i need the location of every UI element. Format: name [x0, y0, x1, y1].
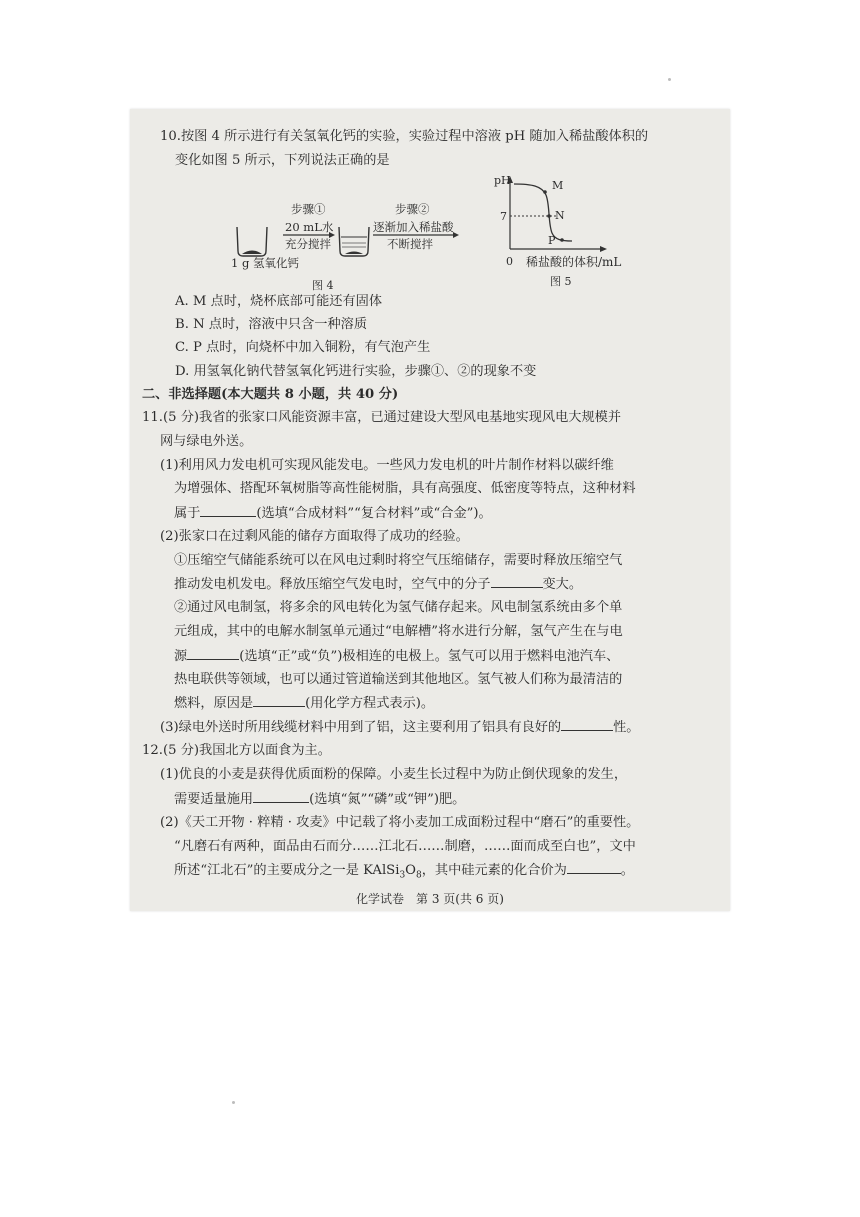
beaker-1: [237, 227, 267, 256]
step1-detail-water: 20 mL水: [285, 220, 334, 234]
figure-4-caption: 图 4: [312, 279, 334, 292]
q12-part2-line2: “凡磨石有两种，面品由石而分……江北石……制磨，……面而成至白也”，文中: [174, 839, 636, 854]
point-m-label: M: [552, 179, 564, 192]
step2-label: 步骤②: [395, 202, 430, 216]
q10-option-c: C. P 点时，向烧杯中加入铜粉，有气泡产生: [175, 340, 431, 355]
q11-part1-line1: (1)利用风力发电机可实现风能发电。一些风力发电机的叶片制作材料以碳纤维: [160, 458, 614, 473]
q11-part2b-line3: 源 (选填“正”或“负”)极相连的电极上。氢气可以用于燃料电池汽车、: [174, 649, 620, 664]
beaker-2: [339, 227, 369, 256]
page-footer: 化学试卷 第 3 页(共 6 页): [356, 892, 504, 906]
ph-x-axis-label: 稀盐酸的体积/mL: [526, 255, 622, 269]
q11-part3-line1: (3)绿电外送时所用线缆材料中用到了铝，这主要利用了铝具有良好的 性。: [160, 720, 640, 735]
exam-page: [130, 109, 730, 911]
q11-part1-line2: 为增强体、搭配环氧树脂等高性能树脂，具有高强度、低密度等特点，这种材料: [174, 481, 636, 496]
step2-detail-stir: 不断搅拌: [387, 237, 433, 251]
step2-detail-acid: 逐渐加入稀盐酸: [373, 220, 454, 234]
q11-part2b-line5: 燃料，原因是 (用化学方程式表示)。: [174, 696, 435, 711]
answer-blank[interactable]: [187, 647, 239, 660]
step1-label: 步骤①: [291, 202, 326, 216]
q11-part2a-line2: 推动发电机发电。释放压缩空气发电时，空气中的分子 变大。: [174, 577, 583, 592]
q12-part2-line3: 所述“江北石”的主要成分之一是 $KAlSi_3O_8$，其中硅元素的化合价为 。: [174, 863, 634, 881]
q12-part1-line1: (1)优良的小麦是获得优质面粉的保障。小麦生长过程中为防止倒伏现象的发生，: [160, 767, 628, 782]
step1-detail-stir: 充分搅拌: [285, 237, 331, 251]
ph-axis-label: pH: [494, 174, 511, 187]
q10-stem-line2: 变化如图 5 所示，下列说法正确的是: [175, 153, 390, 168]
scan-speck: [232, 1101, 235, 1104]
scan-speck: [668, 78, 671, 81]
q11-part2b-line4: 热电联供等领域，也可以通过管道输送到其他地区。氢气被人们称为最清洁的: [174, 672, 623, 687]
q10-stem-line1: 10.按图 4 所示进行有关氢氧化钙的实验，实验过程中溶液 pH 随加入稀盐酸体积的: [160, 129, 649, 144]
figure-4-diagram: [225, 201, 465, 279]
q12-part2-line1: (2)《天工开物 · 粹精 · 攻麦》中记载了将小麦加工成面粉过程中“磨石”的重要性。: [160, 815, 640, 830]
q11-part2a-line1: ①压缩空气储能系统可以在风电过剩时将空气压缩储存，需要时释放压缩空气: [174, 553, 623, 568]
figure-5-caption: 图 5: [550, 275, 572, 288]
q11-stem-line1: 11.(5 分)我省的张家口风能资源丰富，已通过建设大型风电基地实现风电大规模并: [142, 410, 622, 425]
section-2-title: 二、非选择题(本大题共 8 小题，共 40 分): [142, 387, 399, 402]
answer-blank[interactable]: [491, 575, 543, 588]
q12-stem-line1: 12.(5 分)我国北方以面食为主。: [142, 743, 331, 758]
q11-part2-line1: (2)张家口在过剩风能的储存方面取得了成功的经验。: [160, 529, 469, 544]
q11-part2b-line2: 元组成，其中的电解水制氢单元通过“电解槽”将水进行分解，氢气产生在与电: [174, 624, 623, 639]
q10-option-d: D. 用氢氧化钠代替氢氧化钙进行实验，步骤①、②的现象不变: [175, 364, 537, 379]
q10-option-a: A. M 点时，烧杯底部可能还有固体: [175, 294, 383, 309]
q11-stem-line2: 网与绿电外送。: [160, 434, 253, 449]
beaker-label: 1 g 氢氧化钙: [231, 256, 299, 270]
answer-blank[interactable]: [200, 504, 256, 517]
answer-blank[interactable]: [253, 694, 305, 707]
q10-option-b: B. N 点时，溶液中只含一种溶质: [175, 317, 368, 332]
point-p-label: P: [548, 234, 556, 247]
q11-part2b-line1: ②通过风电制氢，将多余的风电转化为氢气储存起来。风电制氢系统由多个单: [174, 600, 623, 615]
answer-blank[interactable]: [561, 718, 613, 731]
ph-7-tick: 7: [500, 210, 507, 223]
origin-label: 0: [506, 255, 513, 268]
q12-part1-line2: 需要适量施用 (选填“氮”“磷”或“钾”)肥。: [174, 792, 466, 807]
answer-blank[interactable]: [253, 790, 309, 803]
answer-blank[interactable]: [567, 861, 621, 874]
q11-part1-line3: 属于 (选填“合成材料”“复合材料”或“合金”)。: [174, 506, 492, 521]
point-n-label: N: [555, 209, 565, 222]
